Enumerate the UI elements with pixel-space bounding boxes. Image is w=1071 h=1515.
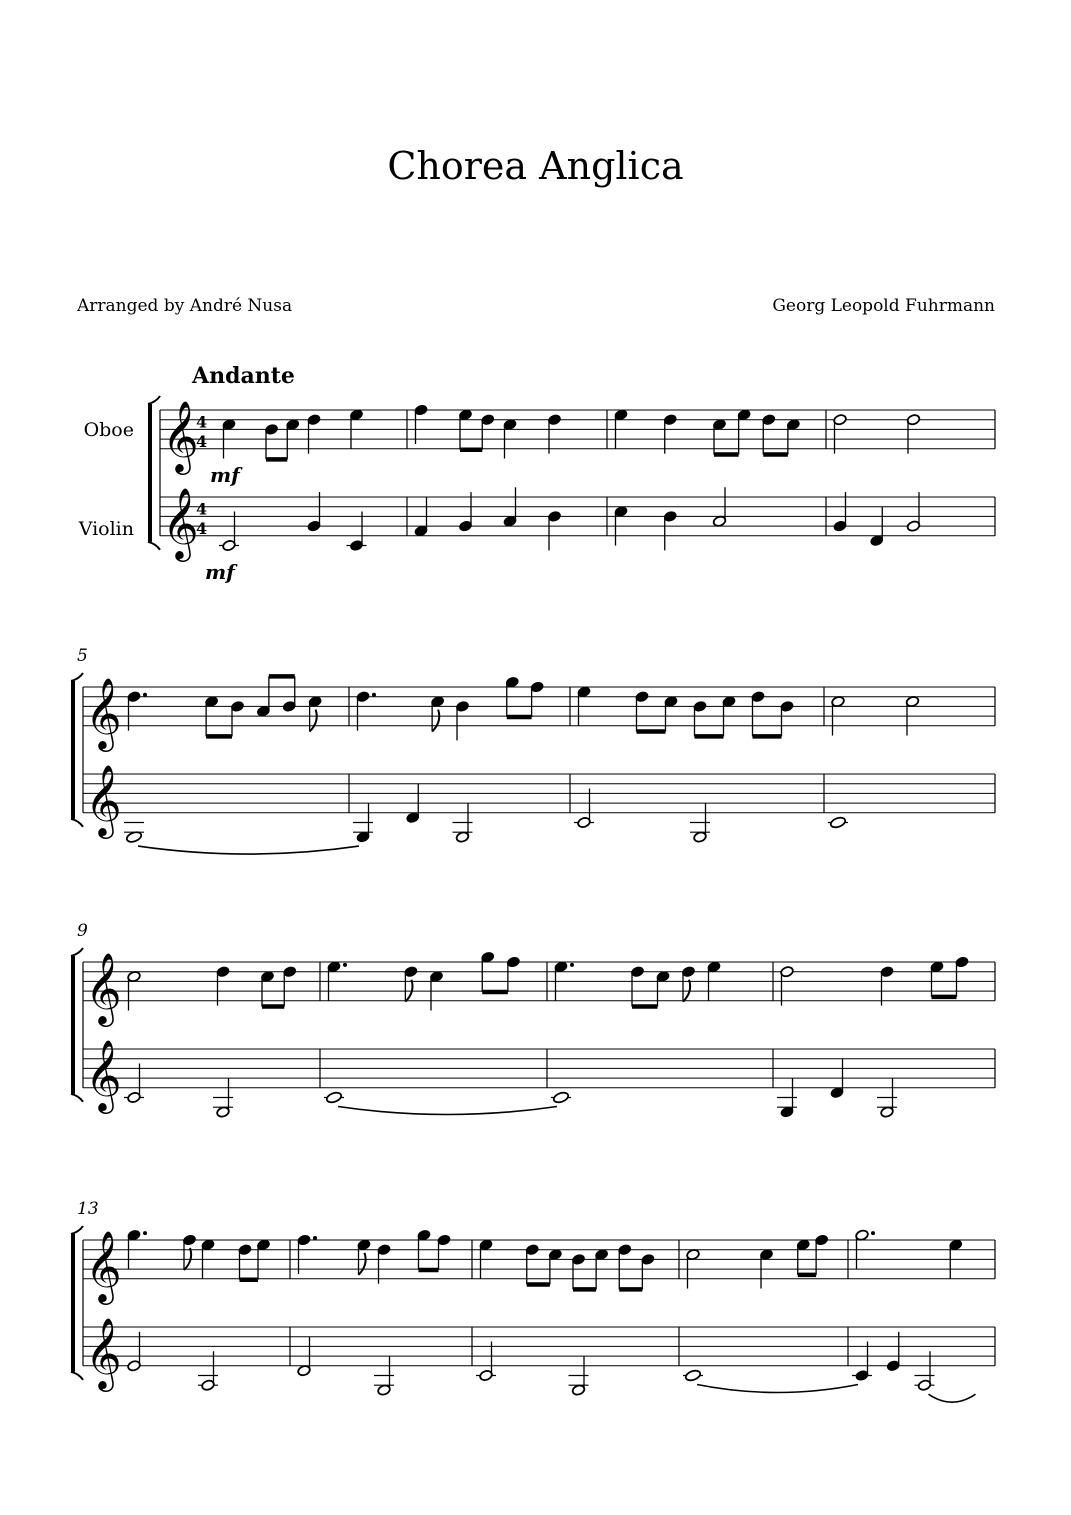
- instrument-label-oboe: Oboe: [83, 419, 134, 441]
- measure-number: 9: [77, 921, 88, 941]
- flag: [432, 710, 439, 732]
- tie: [138, 846, 359, 854]
- augmentation-dot: [143, 693, 147, 697]
- notehead: [552, 1091, 569, 1104]
- tie: [697, 1385, 858, 1393]
- bracket-bottom-hook: [148, 542, 160, 550]
- bracket-top-hook: [71, 1226, 83, 1234]
- dynamic-oboe: mf: [210, 463, 240, 487]
- augmentation-dot: [372, 693, 376, 697]
- bracket-bottom-hook: [71, 1372, 83, 1380]
- augmentation-dot: [313, 1236, 317, 1240]
- augmentation-dot: [871, 1231, 875, 1235]
- treble-clef-icon: 𝄞: [162, 398, 199, 472]
- treble-clef-icon: 𝄞: [85, 1315, 122, 1389]
- violin-staff: [160, 486, 995, 562]
- oboe-staff: [160, 399, 995, 475]
- violin-staff: [83, 1316, 995, 1396]
- treble-clef-icon: 𝄞: [85, 1228, 122, 1302]
- bracket-top-hook: [148, 396, 160, 404]
- oboe-staff: [83, 951, 995, 1027]
- treble-clef-icon: 𝄞: [85, 762, 122, 836]
- notehead: [325, 1091, 342, 1104]
- tie: [338, 1107, 557, 1115]
- system-bracket: [148, 404, 152, 542]
- violin-staff: [83, 763, 995, 844]
- time-signature-numerator: 4: [196, 499, 208, 519]
- system-bracket: [71, 956, 75, 1094]
- system-bracket: [71, 681, 75, 819]
- system-2: [71, 646, 995, 844]
- system-4: [71, 1199, 995, 1396]
- augmentation-dot: [143, 1231, 147, 1235]
- time-signature-numerator: 4: [196, 412, 208, 432]
- time-signature-denominator: 4: [196, 431, 208, 451]
- treble-clef-icon: 𝄞: [85, 950, 122, 1024]
- system-bracket: [71, 1234, 75, 1372]
- arranger-credit: Arranged by André Nusa: [77, 296, 293, 316]
- system-1: [78, 363, 995, 584]
- flag: [359, 1253, 366, 1275]
- time-signature-denominator: 4: [196, 518, 208, 538]
- system-3: [71, 921, 995, 1118]
- flag: [310, 710, 317, 732]
- augmentation-dot: [343, 963, 347, 967]
- augmentation-dot: [570, 963, 574, 967]
- treble-clef-icon: 𝄞: [85, 675, 122, 749]
- dynamic-violin: mf: [205, 560, 235, 584]
- bracket-top-hook: [71, 673, 83, 681]
- oboe-staff: [83, 1229, 995, 1305]
- bracket-top-hook: [71, 948, 83, 956]
- tie: [929, 1394, 976, 1402]
- bracket-bottom-hook: [71, 1094, 83, 1102]
- violin-staff: [83, 1038, 995, 1118]
- treble-clef-icon: 𝄞: [162, 485, 199, 559]
- notehead: [684, 1369, 701, 1382]
- oboe-staff: [83, 676, 995, 752]
- score-title: Chorea Anglica: [387, 144, 684, 188]
- bracket-bottom-hook: [71, 819, 83, 827]
- measure-number: 13: [77, 1199, 99, 1219]
- instrument-label-violin: Violin: [78, 518, 134, 540]
- tempo-marking: Andante: [192, 363, 295, 389]
- measure-number: 5: [77, 646, 88, 666]
- composer-credit: Georg Leopold Fuhrmann: [772, 296, 995, 316]
- notehead: [829, 816, 846, 829]
- treble-clef-icon: 𝄞: [85, 1037, 122, 1111]
